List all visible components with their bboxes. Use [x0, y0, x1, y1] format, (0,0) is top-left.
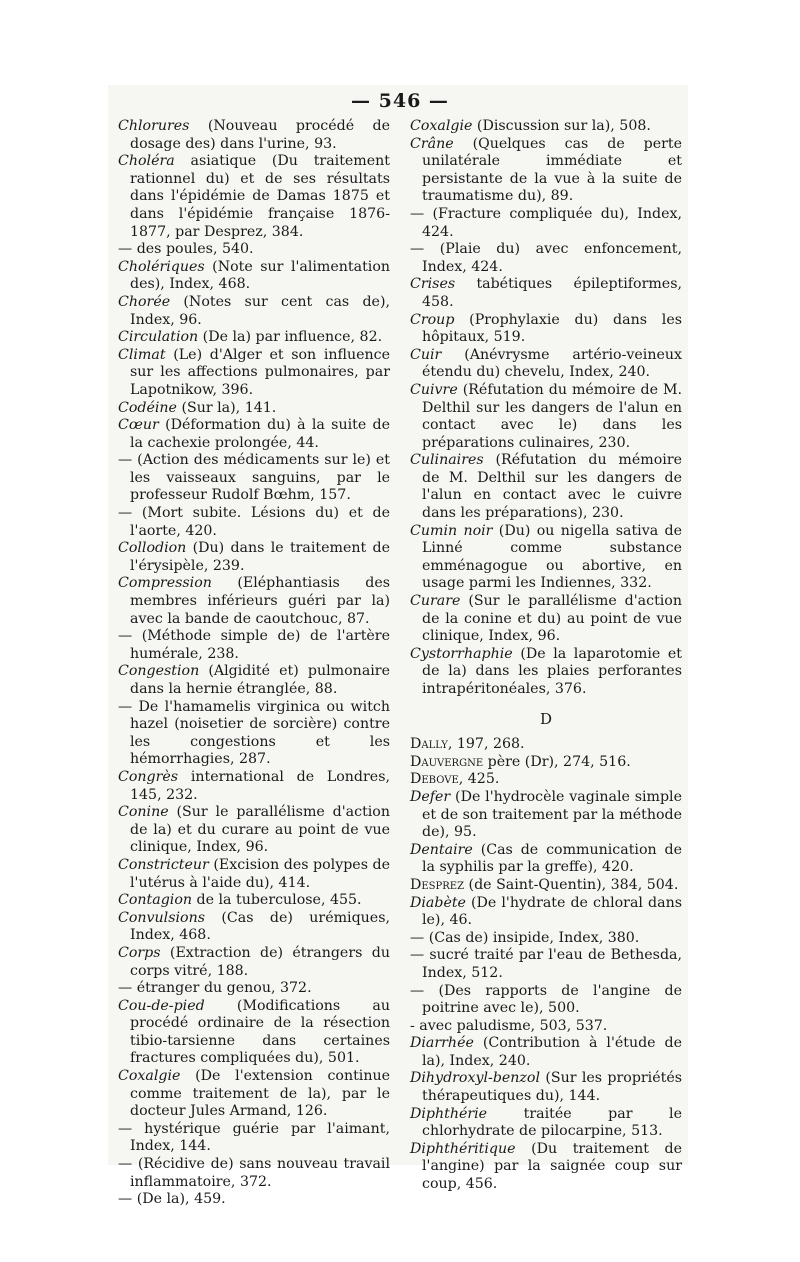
index-entry [410, 593, 682, 646]
index-entry [118, 998, 390, 1068]
entry-term: Congrès [118, 768, 179, 785]
index-entry [118, 241, 390, 259]
entry-term: Crâne [410, 135, 454, 152]
entry-text: international de Londres, 145, 232. [130, 768, 390, 803]
entry-text: — des poules, 540. [118, 241, 254, 258]
entry-term: Chorée [118, 293, 171, 310]
entry-text: (Extraction de) étrangers du corps vitré, 188. [130, 944, 390, 979]
index-entry [118, 910, 390, 945]
index-entry [410, 646, 682, 699]
entry-term: Crises [410, 276, 456, 293]
index-entry [118, 1191, 390, 1209]
entry-term: Defer [410, 788, 451, 805]
entry-text: — (Fracture compliquée du), Index, 424. [410, 205, 682, 240]
index-entry [118, 347, 390, 400]
entry-term: Cystorrhaphie [410, 645, 513, 662]
index-entry [410, 523, 682, 593]
entry-text: (Le) d'Alger et son influence sur les affections pulmonaires, par Lapotnikow, 396. [130, 346, 390, 398]
index-entry [410, 118, 682, 136]
entry-text: (Cas de communication de la syphilis par la greffe), 420. [422, 841, 682, 876]
index-entry [118, 400, 390, 418]
left-column [118, 118, 390, 1209]
entry-text: (Du) ou nigella sativa de Linné comme substance emménagogue ou abortive, en usage parmi les Indiennes, 332. [422, 522, 682, 592]
index-entry [410, 312, 682, 347]
entry-text: (De la) par influence, 82. [198, 329, 383, 346]
index-entry [118, 857, 390, 892]
entry-text: — (Action des médicaments sur le) et les vaisseaux sanguins, par le professeur Rudolf Bœhm, 157. [118, 452, 390, 504]
entry-author: Dally [410, 736, 448, 753]
entry-term: Compression [118, 575, 212, 592]
entry-text: (De l'hydrate de chloral dans le), 46. [422, 894, 682, 929]
entry-text: (Discussion sur la), 508. [472, 118, 651, 134]
index-entry [410, 136, 682, 206]
entry-text: tabétiques épileptiformes, 458. [422, 276, 682, 310]
entry-term: Chlorures [118, 118, 190, 134]
index-entry [118, 153, 390, 241]
index-entry [410, 206, 682, 241]
entry-text: — (De la), 459. [118, 1191, 226, 1208]
index-entry [118, 575, 390, 628]
entry-term: Dihydroxyl-benzol [410, 1070, 540, 1087]
page-number: — 546 — [351, 90, 449, 112]
entry-term: Cuivre [410, 381, 458, 398]
entry-text: — (Mort subite. Lésions du) et de l'aorte, 420. [118, 505, 390, 539]
entry-text: (Excision des polypes de l'utérus à l'aide du), 414. [130, 856, 390, 891]
index-entry [410, 276, 682, 311]
entry-text: (Anévrysme artério-veineux étendu du) chevelu, Index, 240. [422, 346, 682, 381]
entry-text: (Réfutation du mémoire de M. Delthil sur les dangers de l'alun en contact avec le cuivre dans les préparations), 230. [422, 452, 682, 522]
entry-text: (Sur le parallélisme d'action de la) et du curare au point de vue clinique, Index, 96. [130, 804, 390, 856]
entry-text: (Sur les propriétés thérapeutiques du), 144. [422, 1070, 682, 1105]
index-entry [118, 804, 390, 857]
index-entry [410, 452, 682, 522]
right-column-d-entries [410, 736, 682, 1193]
index-entry [410, 930, 682, 948]
entry-author: Desprez [410, 876, 465, 893]
entry-text: (De l'hydrocèle vaginale simple et de son traitement par la méthode de), 95. [422, 788, 682, 841]
entry-text: (De l'extension continue comme traitement de la), par le docteur Jules Armand, 126. [130, 1068, 390, 1120]
entry-text: (de Saint-Quentin), 384, 504. [464, 876, 679, 893]
index-entry [410, 736, 682, 754]
index-entry [118, 540, 390, 575]
entry-text: — sucré traité par l'eau de Bethesda, Index, 512. [410, 947, 682, 981]
index-entry [410, 877, 682, 895]
index-entry [118, 980, 390, 998]
entry-text: — (Des rapports de l'angine de poitrine avec le), 500. [410, 982, 682, 1017]
entry-text: (Du traitement de l'angine) par la saignée coup sur coup, 456. [422, 1140, 682, 1193]
index-entry [118, 417, 390, 452]
entry-term: Croup [410, 311, 455, 328]
entry-term: Corps [118, 944, 161, 961]
entry-term: Congestion [118, 663, 200, 680]
entry-term: Choléra [118, 153, 175, 170]
entry-author: Debove [410, 771, 459, 788]
entry-term: Coxalgie [410, 118, 473, 134]
index-entry [410, 1141, 682, 1194]
index-entry [410, 754, 682, 772]
entry-text: (Contribution à l'étude de la), Index, 240. [422, 1035, 682, 1069]
index-entry [410, 1035, 682, 1070]
entry-term: Conine [118, 804, 169, 821]
right-column-c-entries [410, 118, 682, 699]
entry-text: (Sur la), 141. [176, 399, 277, 416]
entry-term: Diarrhée [410, 1035, 474, 1052]
index-entry [118, 769, 390, 804]
entry-text: traitée par le chlorhydrate de pilocarpine, 513. [422, 1105, 682, 1140]
index-entry [118, 945, 390, 980]
index-entry [118, 118, 390, 153]
entry-text: , 425. [458, 771, 500, 788]
entry-text: asiatique (Du traitement rationnel du) et de ses résultats dans l'épidémie de Damas 1875 et dans l'épidémie française 1876-1877, par Desprez, 384. [130, 153, 390, 240]
entry-text: (De la laparotomie et de la) dans les plaies perforantes intrapéritonéales, 376. [422, 645, 682, 697]
entry-text: (Du) dans le traitement de l'érysipèle, 239. [130, 540, 390, 574]
index-entry [410, 895, 682, 930]
entry-text: (Nouveau procédé de dosage des) dans l'urine, 93. [130, 118, 390, 152]
entry-term: Cholériques [118, 258, 205, 275]
entry-text: père (Dr), 274, 516. [483, 753, 631, 770]
index-entry [118, 259, 390, 294]
index-entry [118, 1156, 390, 1191]
index-entry [118, 1068, 390, 1121]
entry-term: Diabète [410, 894, 466, 911]
entry-term: Collodion [118, 540, 187, 557]
entry-text: (Cas de) urémiques, Index, 468. [130, 909, 390, 944]
entry-text: (Réfutation du mémoire de M. Delthil sur les dangers de l'alun en contact avec le) dans les préparations culinaires, 230. [422, 381, 682, 451]
entry-term: Circulation [118, 329, 199, 346]
entry-term: Codéine [118, 399, 177, 416]
index-entry [118, 505, 390, 540]
index-entry [118, 699, 390, 769]
entry-term: Diphthérie [410, 1105, 488, 1122]
entry-text: — (Plaie du) avec enfoncement, Index, 424. [410, 241, 682, 275]
index-entry [410, 789, 682, 842]
section-letter: D [539, 709, 553, 728]
entry-text: (Notes sur cent cas de), Index, 96. [130, 293, 390, 328]
entry-text: (Note sur l'alimentation des), Index, 468. [130, 258, 390, 293]
right-column [410, 118, 682, 1194]
entry-text: — hystérique guérie par l'aimant, Index, 144. [118, 1120, 390, 1155]
entry-text: — (Cas de) insipide, Index, 380. [410, 929, 640, 946]
index-entry [118, 1121, 390, 1156]
index-entry [118, 628, 390, 663]
index-entry [410, 771, 682, 789]
index-entry [410, 347, 682, 382]
index-entry [410, 1018, 682, 1036]
entry-text: (Modifications au procédé ordinaire de la résection tibio-tarsienne dans certaines fractures compliquées du), 501. [130, 997, 390, 1067]
entry-term: Contagion [118, 892, 192, 909]
entry-text: — (Récidive de) sans nouveau travail inflammatoire, 372. [118, 1156, 390, 1190]
entry-term: Cumin noir [410, 522, 493, 539]
entry-term: Dentaire [410, 841, 473, 858]
entry-text: (Quelques cas de perte unilatérale immédiate et persistante de la vue à la suite de traumatisme du), 89. [422, 135, 682, 205]
entry-text: (Eléphantiasis des membres inférieurs guéri par la) avec la bande de caoutchouc, 87. [130, 575, 390, 627]
index-entry [410, 241, 682, 276]
index-entry [410, 983, 682, 1018]
entry-text: (Déformation du) à la suite de la cachexie prolongée, 44. [130, 417, 390, 451]
entry-term: Culinaires [410, 452, 484, 469]
index-entry [118, 452, 390, 505]
entry-term: Convulsions [118, 909, 206, 926]
entry-text: (Algidité et) pulmonaire dans la hernie étranglée, 88. [130, 663, 390, 697]
index-entry [410, 842, 682, 877]
entry-term: Coxalgie [118, 1068, 181, 1085]
entry-term: Climat [118, 346, 166, 363]
entry-text: (Prophylaxie du) dans les hôpitaux, 519. [422, 311, 682, 346]
index-entry [118, 892, 390, 910]
entry-text: - avec paludisme, 503, 537. [410, 1017, 608, 1034]
index-entry [118, 294, 390, 329]
entry-term: Cœur [118, 417, 159, 434]
index-entry [410, 947, 682, 982]
entry-text: — (Méthode simple de) de l'artère humérale, 238. [118, 628, 390, 662]
entry-term: Cou-de-pied [118, 997, 205, 1014]
entry-author: Dauvergne [410, 753, 484, 770]
entry-text: — étranger du genou, 372. [118, 980, 312, 997]
entry-term: Curare [410, 593, 461, 610]
entry-text: — De l'hamamelis virginica ou witch hazel (noisetier de sorcière) contre les congestions et les hémorrhagies, 287. [118, 698, 390, 768]
entry-text: de la tuberculose, 455. [192, 892, 362, 909]
index-entry [410, 382, 682, 452]
entry-term: Diphthéritique [410, 1140, 516, 1157]
entry-text: , 197, 268. [447, 736, 525, 753]
index-entry [118, 663, 390, 698]
entry-term: Constricteur [118, 856, 209, 873]
index-entry [118, 329, 390, 347]
entry-text: (Sur le parallélisme d'action de la conine et du) au point de vue clinique, Index, 96. [422, 593, 682, 645]
entry-term: Cuir [410, 346, 442, 363]
index-entry [410, 1106, 682, 1141]
index-entry [410, 1070, 682, 1105]
